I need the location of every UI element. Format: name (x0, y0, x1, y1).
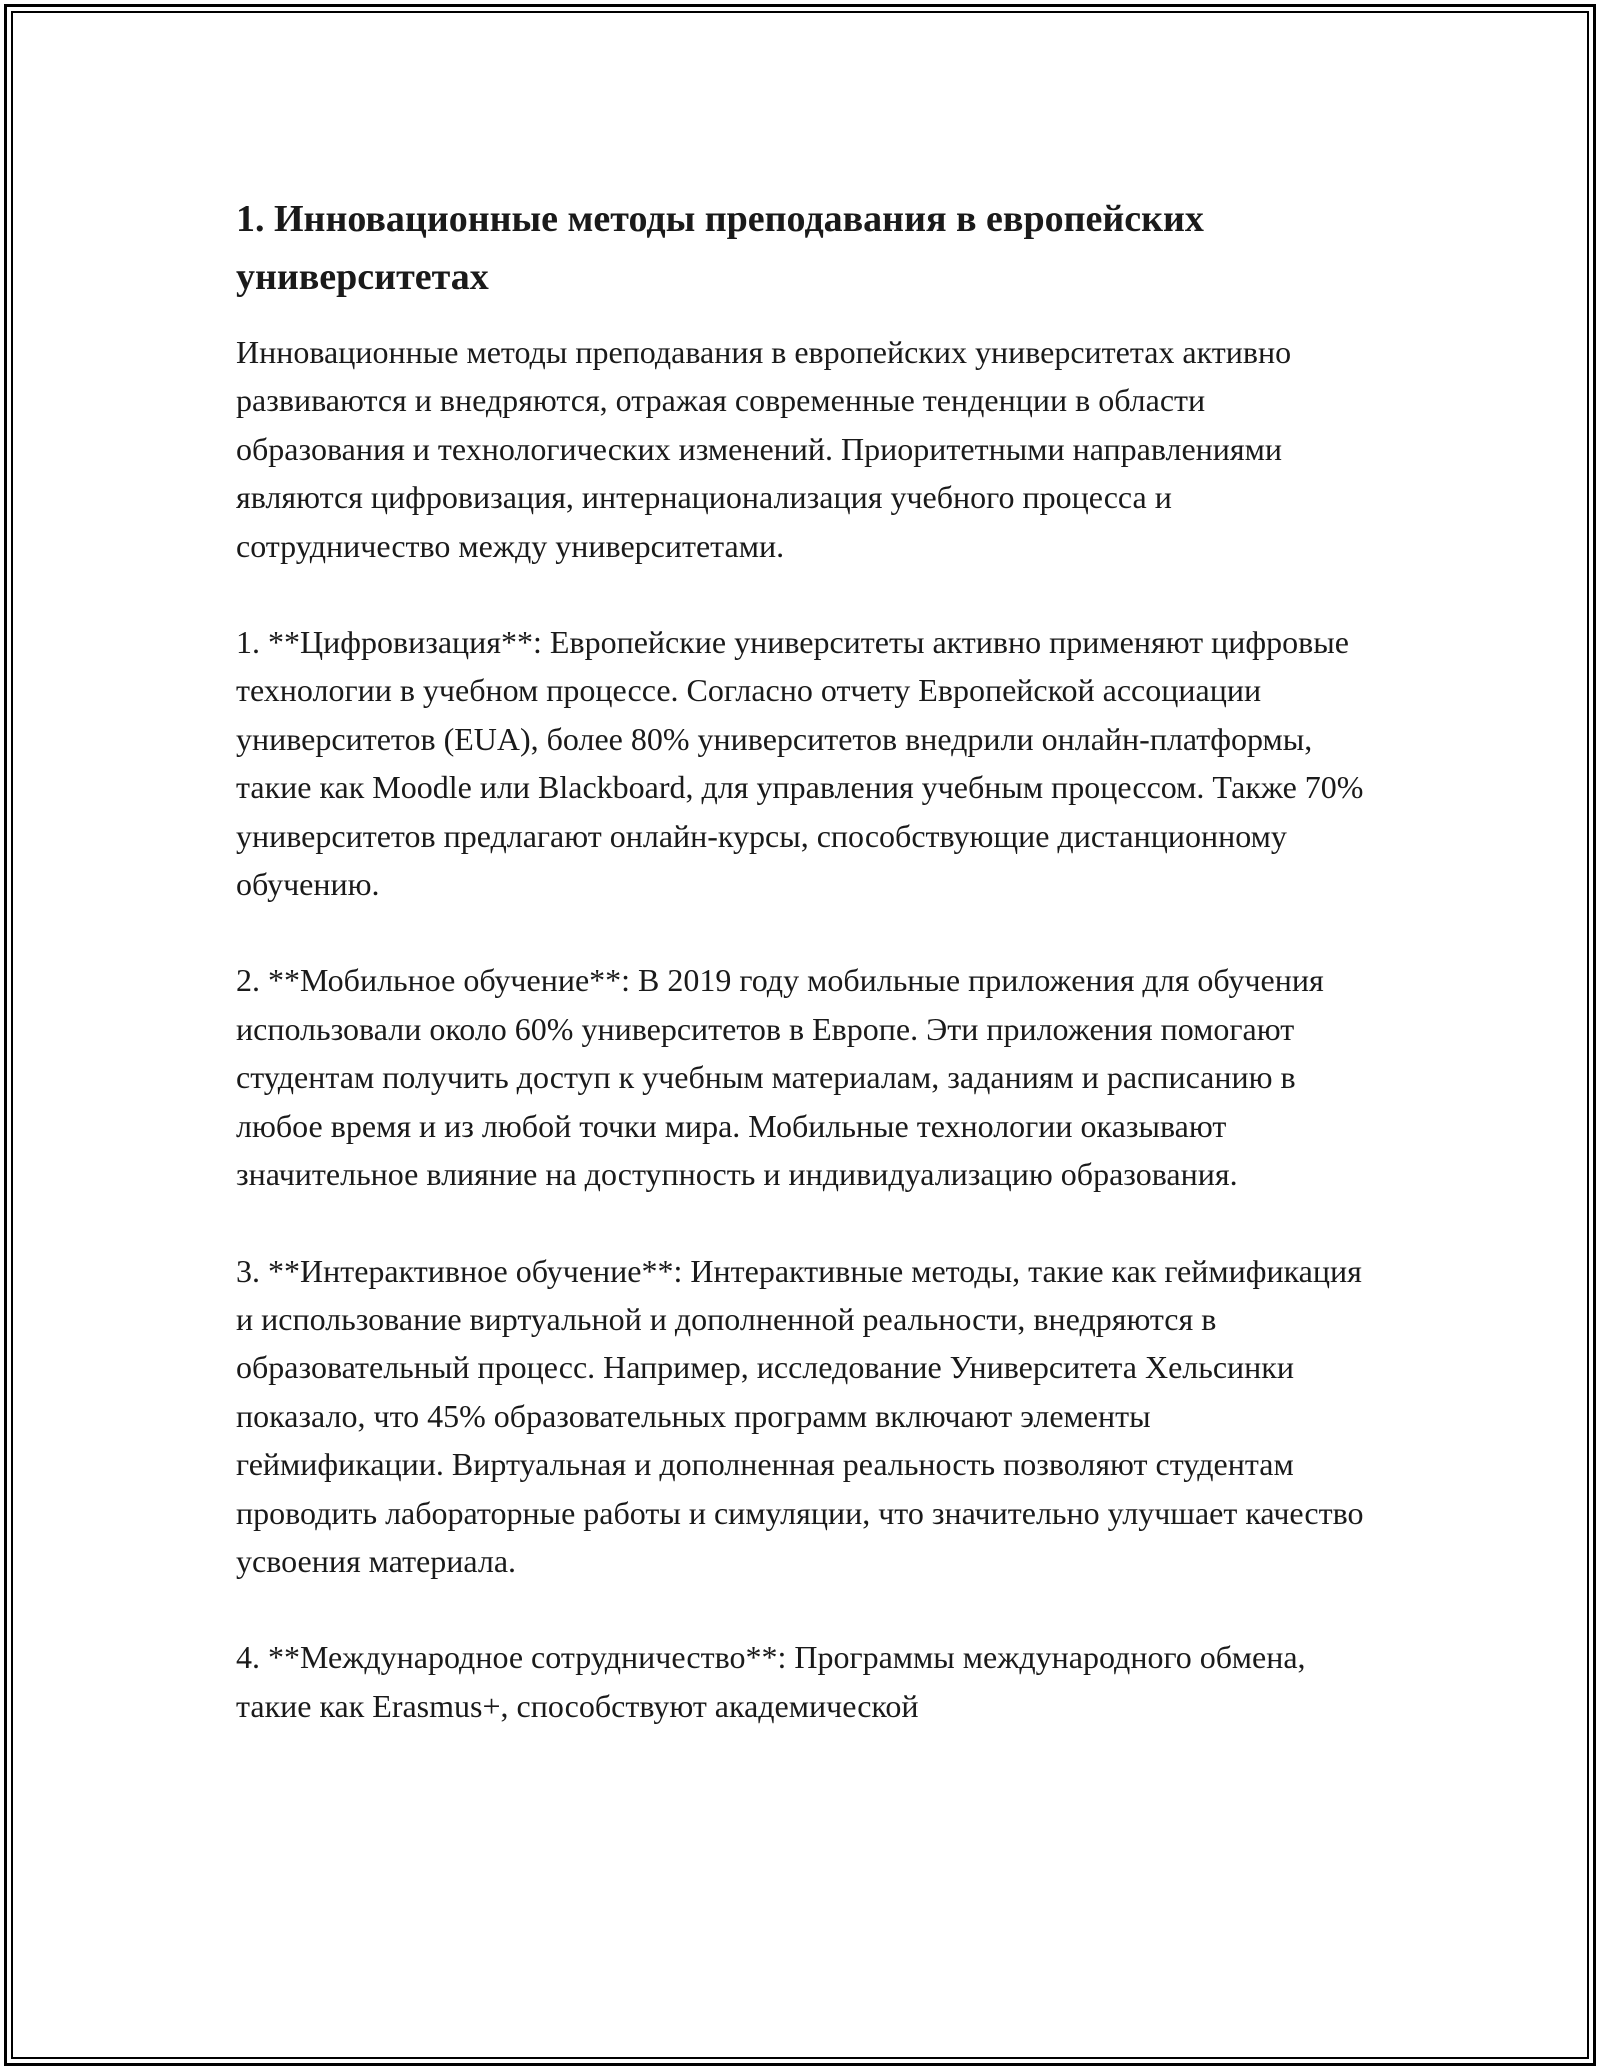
section-heading: 1. Инновационные методы преподавания в европейских университетах (236, 198, 1204, 298)
document-body (236, 190, 1372, 1730)
item-international-cooperation: 4. **Международное сотрудничество**: Программы международного обмена, такие как Erasmus+, способствуют академической (236, 1639, 1314, 1724)
item-interactive-learning: 3. **Интерактивное обучение**: Интерактивные методы, такие как геймификация и использование виртуальной и дополненной реальности, внедряются в образовательный процесс. Например, исследование Университета Хельсинки показало, что 45% образовательных программ включают элементы геймификации. Виртуальная и дополненная реальность позволяют студентам проводить лабораторные работы и симуляции, что значительно улучшает качество усвоения материала. (236, 1252, 1372, 1579)
item-digitalization: 1. **Цифровизация**: Европейские университеты активно применяют цифровые технологии в учебном процессе. Согласно отчету Европейской ассоциации университетов (EUA), более 80% университетов внедрили онлайн-платформы, такие как Moodle или Blackboard, для управления учебным процессом. Также 70% университетов предлагают онлайн-курсы, способствующие дистанционному обучению. (236, 624, 1372, 903)
intro-paragraph: Инновационные методы преподавания в европейских университетах активно развиваются и внедряются, отражая современные тенденции в области образования и технологических изменений. Приоритетными направлениями являются цифровизация, интернационализация учебного процесса и сотрудничество между университетами. (236, 334, 1300, 564)
item-mobile-learning: 2. **Мобильное обучение**: В 2019 году мобильные приложения для обучения использовали около 60% университетов в Европе. Эти приложения помогают студентам получить доступ к учебным материалам, заданиям и расписанию в любое время и из любой точки мира. Мобильные технологии оказывают значительное влияние на доступность и индивидуализацию образования. (236, 962, 1332, 1193)
